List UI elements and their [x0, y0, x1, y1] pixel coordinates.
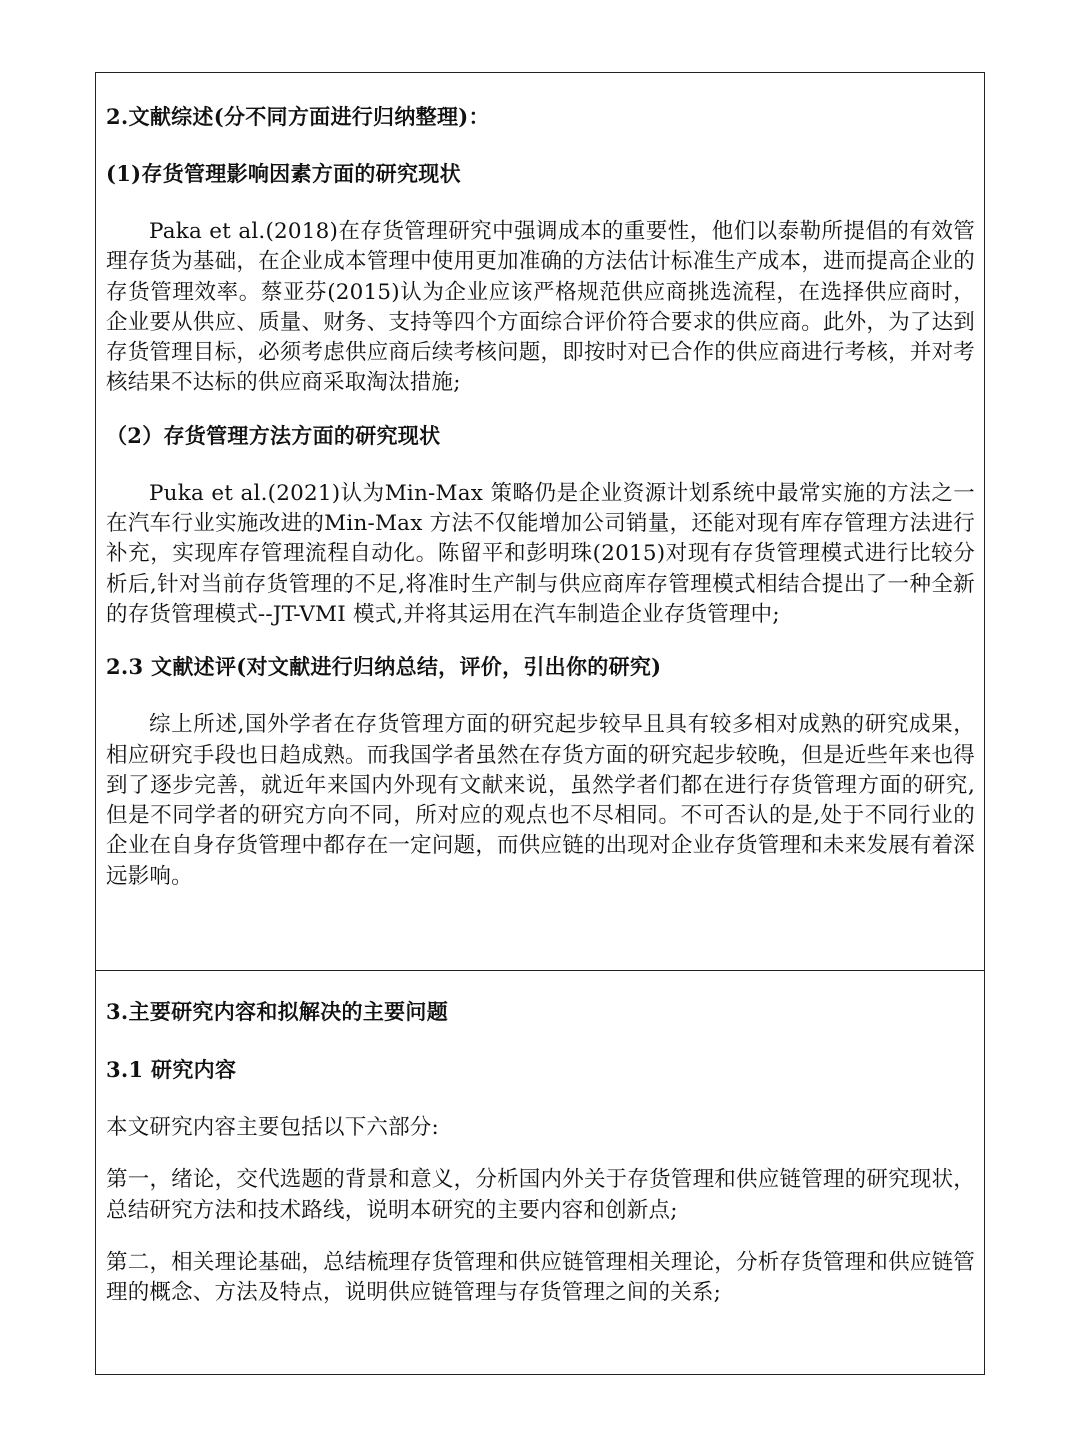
section-heading-literature-review: 2.文献综述(分不同方面进行归纳整理)：: [106, 104, 490, 129]
subheading-research-content: 3.1 研究内容: [106, 1057, 237, 1082]
research-content-cell: [96, 971, 984, 1374]
paragraph-influencing-factors: Paka et al.(2018)在存货管理研究中强调成本的重要性，他们以泰勒所提倡的有效管理存货为基础，在企业成本管理中使用更加准确的方法估计标准生产成本，进而提高企业的存货管理效率。蔡亚芬(2015)认为企业应该严格规范供应商挑选流程，在选择供应商时， 企业要从供应、质量、财务、支持等四个方面综合评价符合要求的供应商。此外，为了达到存货管理目标，必须考虑供应商后续考核问题，即按时对已合作的供应商进行考核，并对考核结果不达标的供应商采取淘汰措施;: [106, 219, 975, 396]
proposal-table: [95, 72, 985, 1375]
paragraph-literature-commentary: 综上所述,国外学者在存货管理方面的研究起步较早且具有较多相对成熟的研究成果，相应研究手段也日趋成熟。而我国学者虽然在存货方面的研究起步较晚，但是近些年来也得到了逐步完善，就近年来国内外现有文献来说，虽然学者们都在进行存货管理方面的研究,但是不同学者的研究方向不同，所对应的观点也不尽相同。不可否认的是,处于不同行业的企业在自身存货管理中都存在一定问题，而供应链的出现对企业存货管理和未来发展有着深远影响。: [106, 712, 975, 889]
research-content-intro: 本文研究内容主要包括以下六部分:: [106, 1115, 439, 1140]
subheading-literature-commentary: 2.3 文献述评(对文献进行归纳总结，评价，引出你的研究): [106, 654, 662, 680]
research-content-item: 第二，相关理论基础，总结梳理存货管理和供应链管理相关理论，分析存货管理和供应链管理的概念、方法及特点，说明供应链管理与存货管理之间的关系;: [106, 1249, 975, 1306]
research-content-item: 第一，绪论，交代选题的背景和意义，分析国内外关于存货管理和供应链管理的研究现状，总结研究方法和技术路线，说明本研究的主要内容和创新点;: [106, 1167, 975, 1223]
section-heading-research-content: 3.主要研究内容和拟解决的主要问题: [106, 999, 449, 1024]
literature-review-cell: [96, 73, 984, 971]
paragraph-management-methods: Puka et al.(2021)认为Min-Max 策略仍是企业资源计划系统中最常实施的方法之一在汽车行业实施改进的Min-Max 方法不仅能增加公司销量，还能对现有库存管理方法进行补充，实现库存管理流程自动化。陈留平和彭明珠(2015)对现有存货管理模式进行比较分析后,针对当前存货管理的不足,将准时生产制与供应商库存管理模式相结合提出了一种全新的存货管理模式--JT-VMI 模式,并将其运用在汽车制造企业存货管理中;: [106, 480, 975, 627]
subheading-management-methods: （2）存货管理方法方面的研究现状: [106, 422, 441, 448]
subheading-influencing-factors: (1)存货管理影响因素方面的研究现状: [106, 161, 461, 186]
